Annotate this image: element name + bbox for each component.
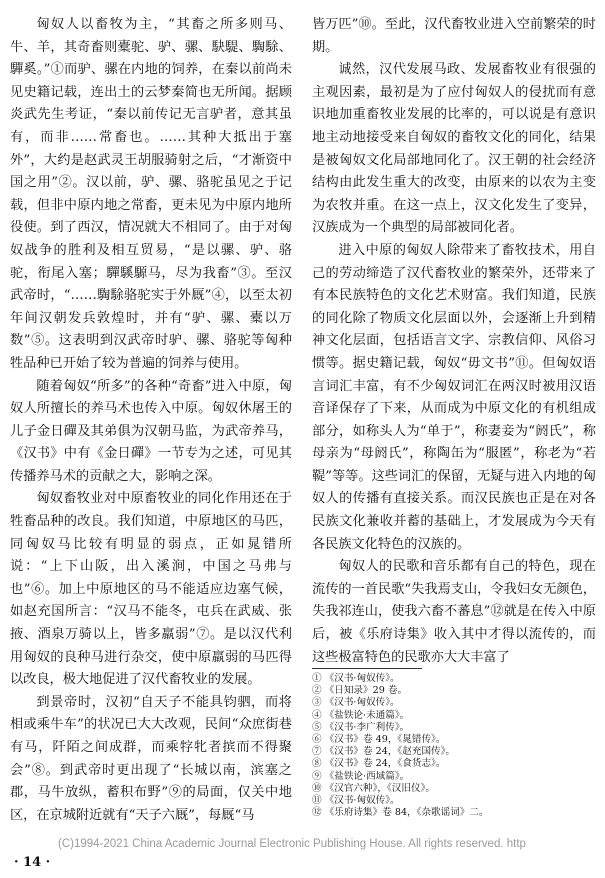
right-column <box>312 14 596 669</box>
page-number: · 14 · <box>14 855 51 870</box>
copyright-watermark: (C)1994-2021 China Academic Journal Electronic Publishing House. All rights reserved. http <box>58 838 526 850</box>
footnote: ⑫ 《乐府诗集》卷 84，《杂歌谣词》二。 <box>312 807 489 819</box>
footnote: ⑥ 《汉书》卷 49，《晁错传》。 <box>312 734 446 746</box>
paragraph: 匈奴人以畜牧为主，“其畜之所多则马、牛、羊，其奇畜则橐驼、驴、骡、駃騠、騊駼、驒奚。”①而驴、骡在内地的饲养，在秦以前尚未见史籍记载，连出土的云梦秦简也无所闻。据顾炎武先生考证，“秦以前传记无言驴者，意其虽有，而非……常畜也。……其种大抵出于塞外”，大约是赵武灵王胡服骑射之后，“才渐资中国之用”②。汉以前，驴、骡、骆驼虽见之于记载，但非中原内地之常畜，更未见为中原内地所役使。到了西汉，情况就大不相同了。由于对匈奴战争的胜利及相互贸易，“是以骡、驴、骆驼，衔尾入塞；驒騱騵马，尽为我畜”③。至汉武帝时，“……騊駼骆驼实于外厩”④，以至太初年间汉朝发兵敦煌时，并有“驴、骡、橐以万数”⑤。这表明到汉武帝时驴、骡、骆驼等匈种牲品种已开始了较为普遍的饲养与使用。 <box>10 17 292 371</box>
footnote-divider <box>312 668 422 669</box>
paragraph: 到景帝时，汉初“自天子不能具钧驷，而将相或乘牛车”的状况已大大改观，民间“众庶街巷有马，阡陌之间成群，而乘牸牝者摈而不得聚会”⑧。到武帝时更出现了“长城以南，滨塞之郡，马牛放纵，蓄积布野”⑨的局面，仅关中地区，在京城附近就有“天子六厩”，每厩“马 <box>10 694 292 823</box>
paragraph: 匈奴人的民歌和音乐都有自己的特色，现在流传的一首民歌“失我焉支山，令我妇女无颜色，失我祁连山，使我六畜不蕃息”⑫就是在传入中原后，被《乐府诗集》收入其中才得以流传的，而这些极富特色的民歌亦大大丰富了 <box>312 559 596 665</box>
footnote: ⑨ 《盐铁论·西域篇》。 <box>312 770 410 782</box>
footnote: ③ 《汉书·匈奴传》。 <box>312 697 400 709</box>
left-column <box>10 14 292 827</box>
footnote: ⑪ 《汉书·匈奴传》。 <box>312 795 400 807</box>
paragraph: 匈奴畜牧业对中原畜牧业的同化作用还在于牲畜品种的改良。我们知道，中原地区的马匹，同匈奴马比较有明显的弱点，正如晁错所说：“上下山阪，出入溪涧，中国之马弗与也”⑥。加上中原地区的马不能适应边塞气候，如赵充国所言：“汉马不能冬，屯兵在武威、张掖、酒泉万骑以上，皆多羸弱”⑦。是以汉代利用匈奴的良种马进行杂交，使中原羸弱的马匹得以改良，极大地促进了汉代畜牧业的发展。 <box>10 491 292 688</box>
footnotes <box>312 668 596 819</box>
paragraph: 进入中原的匈奴人除带来了畜牧技术，用自己的劳动缔造了汉代畜牧业的繁荣外，还带来了有本民族特色的文化艺术财富。我们知道，民族的同化除了物质文化层面以外，会逐渐上升到精神文化层面，包括语言文字、宗教信仰、风俗习惯等。据史籍记载，匈奴“毋文书”⑪。但匈奴语言词汇丰富，有不少匈奴词汇在两汉时被用汉语音译保存了下来，从而成为中原文化的有机组成部分，如称头人为“单于”，称妻妾为“阏氏”，称母亲为“母阏氏”，称陶缶为“服匿”，称老为“若鞮”等等。这些词汇的保留，无疑与进入内地的匈奴人的传播有直接关系。而汉民族也正是在对各民族文化兼收并蓄的基础上，才发展成为今天有各民族文化特色的汉族的。 <box>312 242 596 552</box>
paragraph: 随着匈奴“所多”的各种“奇畜”进入中原，匈奴人所擅长的养马术也传入中原。匈奴休屠王的儿子金日磾及其弟俱为汉朝马监，为武帝养马，《汉书》中有《金日磾》一节专为之述，可见其传播养马术的贡献之大，影响之深。 <box>10 378 292 484</box>
paragraph: 诚然，汉代发展马政、发展畜牧业有很强的主观因素，最初是为了应付匈奴人的侵扰而有意识地加重畜牧业发展的比率的，可以说是有意识地主动地接受来自匈奴的畜牧文化的同化，结果是被匈奴文化局部地同化了。汉王朝的社会经济结构由此发生重大的改变，由原来的以农为主变为农牧并重。在这一点上，汉文化发生了变异，汉族成为一个典型的局部被同化者。 <box>312 62 596 236</box>
footnote: ④ 《盐铁论·未通篇》。 <box>312 709 410 721</box>
footnote: ⑩ 《汉官六种》，《汉旧仪》。 <box>312 782 435 794</box>
footnote-list <box>312 673 596 819</box>
footnote: ① 《汉书·匈奴传》。 <box>312 673 400 684</box>
paragraph: 皆万匹”⑩。至此，汉代畜牧业进入空前繁荣的时期。 <box>312 17 596 55</box>
footnote: ⑤ 《汉书·李广利传》。 <box>312 721 410 733</box>
footnote: ⑦ 《汉书》卷 24，《赵充国传》。 <box>312 746 456 758</box>
footnote: ⑧ 《汉书》卷 24，《食货志》。 <box>312 758 446 770</box>
footnote: ② 《日知录》29 卷。 <box>312 685 408 697</box>
